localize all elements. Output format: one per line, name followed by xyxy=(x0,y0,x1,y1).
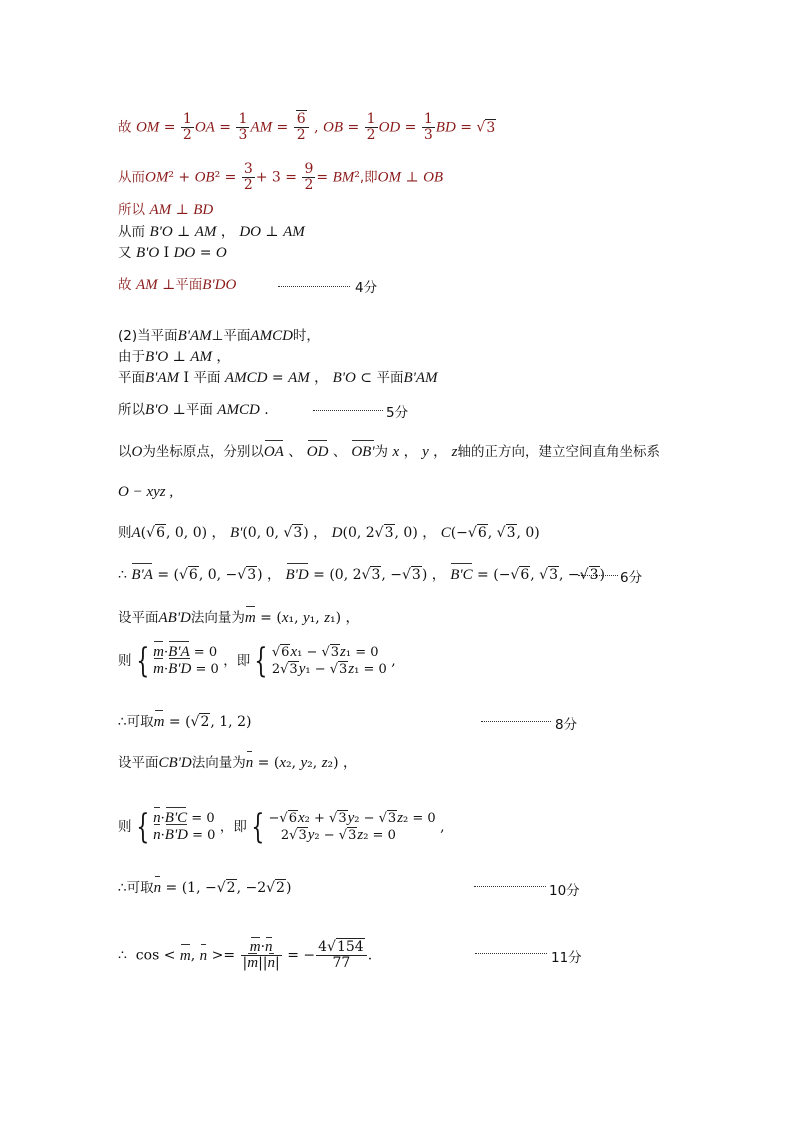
text-faxiang: 法向量为 xyxy=(190,610,245,626)
line-system1: 则 { m·B'A = 0 m·B'D = 0 ，即 { √6x₁ − √3z₁ = 0 2√3y₁ − √3z₁ = 0 , xyxy=(118,641,396,681)
score-8: 8分 xyxy=(555,717,578,733)
line-take-n: ∴可取n = (1, −√2, −2√2) xyxy=(118,880,292,896)
line-take-m: ∴可取m = (√2, 1, 2) xyxy=(118,714,252,730)
score-6: 6分 xyxy=(620,570,643,586)
text-ze: 则 xyxy=(118,525,132,541)
text-sheping2: 设平面 xyxy=(118,755,159,771)
line-system2: 则 { n·B'C = 0 n·B'D = 0 ，即 { −√6x₂ + √3y₂ − √3z₂ = 0 2√3y₂ − √3z₂ = 0 , xyxy=(118,807,445,847)
text-perp-plane: ⊥平面 xyxy=(211,328,251,344)
text-congershe2: 从而 xyxy=(118,224,145,240)
text-ji: ,即 xyxy=(359,169,378,186)
text-suoyi2: 所以 xyxy=(118,402,145,418)
text-origin: 为坐标原点，分别以 xyxy=(142,444,264,460)
line-normal1: 设平面AB'D法向量为m = (x₁, y₁, z₁) ， xyxy=(118,610,360,626)
text-jishi: ，即 xyxy=(223,653,251,669)
line-because: 由于B'O ⊥ AM ， xyxy=(118,349,231,365)
text-sheping: 设平面 xyxy=(118,610,159,626)
line-plane-intersect: 平面B'AM I 平面 AMCD = AM ， B'O ⊂ 平面B'AM xyxy=(118,370,438,386)
line-part2-intro: (2)当平面B'AM⊥平面AMCD时， xyxy=(118,328,320,344)
dotted-leader xyxy=(278,286,350,287)
score-5: 5分 xyxy=(386,405,409,421)
text-wei: 为 xyxy=(374,444,389,460)
line-cosine: ∴ cos < m, n >= $\frac{m\cdot n}{|m||n|}$ = − $\frac{4√154}{77}$ . xyxy=(118,939,373,971)
text-suoyi: 所以 xyxy=(118,202,145,218)
text-congershe: 从而 xyxy=(118,169,145,186)
dotted-leader xyxy=(481,721,551,722)
line-am-bd: 所以 AM ⊥ BD xyxy=(118,202,214,218)
score-4: 4分 xyxy=(355,280,378,296)
text-faxiang2: 法向量为 xyxy=(191,755,246,771)
line-conclusion1: 故 AM ⊥平面B'DO xyxy=(118,277,237,293)
text-gu: 故 xyxy=(118,119,132,136)
text-oxyz: O − xyz , xyxy=(118,484,174,500)
line-normal2: 设平面CB'D法向量为n = (x₂, y₂, z₂) ， xyxy=(118,755,358,771)
dotted-leader xyxy=(578,575,618,576)
line-vectors: ∴ B'A = (√6, 0, −√3) ， B'D = (0, 2√3, −√3) ， B'C = (−√6, √3, −√3) xyxy=(118,567,605,583)
text-youyu: 由于 xyxy=(118,349,145,365)
text-axes: 轴的正方向，建立空间直角坐标系 xyxy=(457,444,660,460)
dotted-leader xyxy=(475,953,547,954)
line-coord-setup: 以O为坐标原点，分别以OA 、 OD 、 OB'为 x ， y ， z轴的正方向，建立空间直角坐标系 xyxy=(118,444,660,460)
dotted-leader xyxy=(313,410,383,411)
line-points: 则A(√6, 0, 0) ， B'(0, 0, √3) ， D(0, 2√3, 0) ， C(−√6, √3, 0) xyxy=(118,525,540,541)
score-11: 11分 xyxy=(551,950,582,966)
line-pythag: 从而OM² + OB² = $\frac{3}{2}$ + 3 = $\frac{9}{2}$ = BM²,即OM ⊥ OB xyxy=(118,161,444,193)
line-bo-perp: 所以B'O ⊥平面 AMCD . xyxy=(118,402,269,418)
text-keqv: ∴可取 xyxy=(118,714,154,730)
line-om-ob: 故 OM = $\frac{1}{2}$ OA = $\frac{1}{3}$ AM = $\frac{6}{2}$ , OB = $\frac{1}{2}$ OD = $\frac{1}{3}$ BD = √3 xyxy=(118,111,496,143)
dotted-leader xyxy=(474,886,546,887)
text-keqv2: ∴可取 xyxy=(118,880,154,896)
text-intro: (2)当平面 xyxy=(118,328,178,344)
text-you: 又 xyxy=(118,245,132,261)
text-ze2: 则 xyxy=(118,653,132,669)
text-shi: 时， xyxy=(292,328,320,344)
line-coord-sys xyxy=(118,483,173,501)
score-10: 10分 xyxy=(549,883,580,899)
text-pingmian2: 平面 xyxy=(118,370,145,386)
line-intersect: 又 B'O I DO = O xyxy=(118,245,227,261)
text-yi: 以 xyxy=(118,444,132,460)
line-perp: 从而 B'O ⊥ AM ， DO ⊥ AM xyxy=(118,224,305,240)
text-gu2: 故 xyxy=(118,277,132,293)
text-pingmian: 平面 xyxy=(175,277,203,293)
